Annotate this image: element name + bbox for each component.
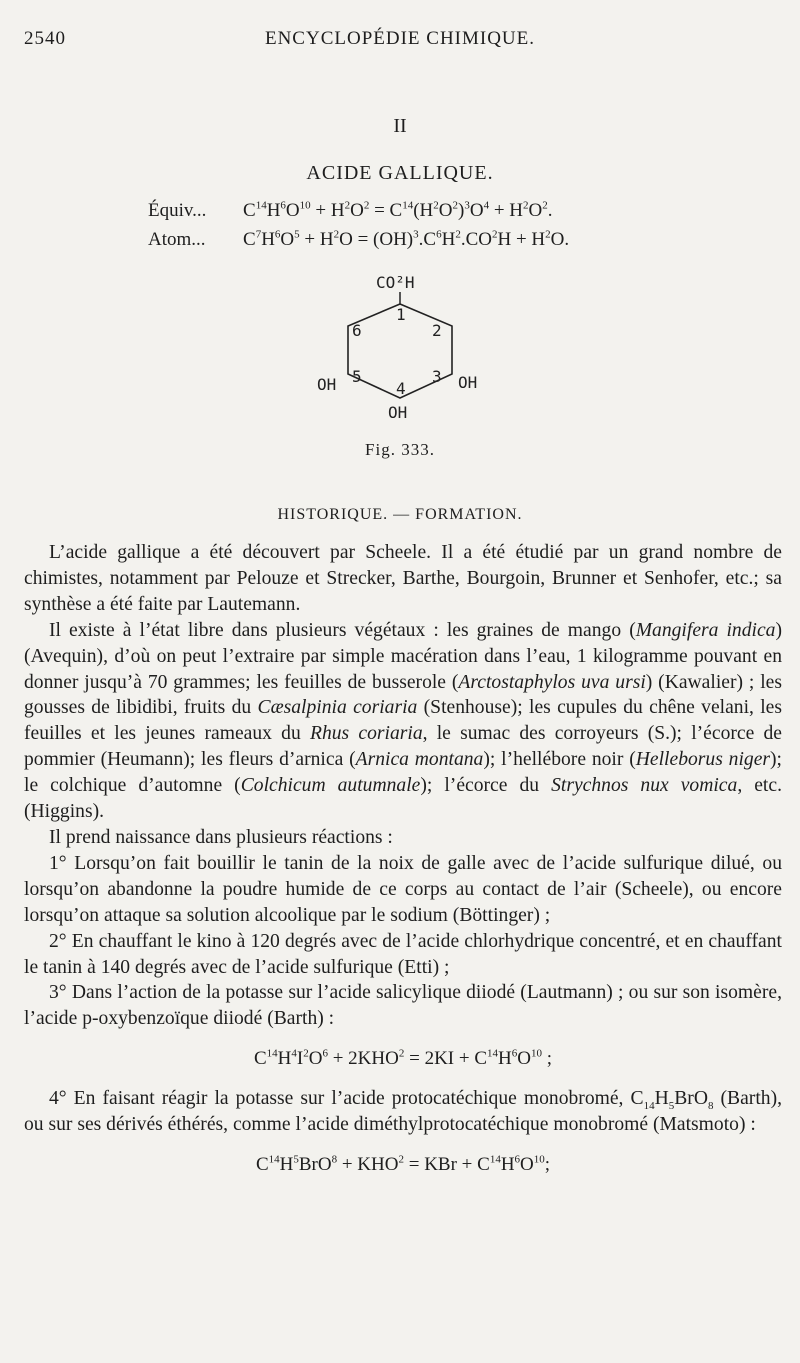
position-6: 6 [352, 321, 362, 340]
bottom-group-label: OH [388, 403, 408, 422]
position-3: 3 [432, 367, 442, 386]
compound-title: ACIDE GALLIQUE. [306, 162, 494, 184]
species-name: Arctostaphylos uva ursi [458, 671, 646, 693]
equation-1: $C^{14}H^4I^2O^6 + 2KHO^2 = 2KI + C^{14}H^6O^{10}$ ; [253, 1047, 553, 1070]
equiv-label: Équiv... [148, 200, 207, 221]
species-name: Cæsalpinia coriaria [257, 697, 418, 719]
paragraph-reaction-1: 1° Lorsqu’on fait bouillir le tanin de la noix de galle avec de l’acide sulfurique dilué, ou lorsqu’on abandonne la poudre humide de ce corps au contact de l’air (Scheele), ou encore lorsqu’on attaque sa solution alcoolique par le sodium (Böttinger) ; [24, 852, 782, 926]
left-group-label: OH [317, 375, 337, 394]
species-name: Colchicum autumnale [240, 775, 421, 797]
top-group-label: CO²H [376, 273, 415, 292]
equation-2: $C^{14}H^5BrO^8 + KHO^2$ = KBr + $C^{14}H^6O^{10}$; [255, 1153, 551, 1175]
paragraph-reaction-3: 3° Dans l’action de la potasse sur l’acide salicylique diiodé (Lautmann) ; ou sur son isomère, l’acide p-oxybenzoïque diiodé (Barth) : [24, 982, 782, 1030]
gallic-acid-structure-diagram [300, 270, 500, 450]
atom-label: Atom... [148, 229, 206, 250]
running-title: ENCYCLOPÉDIE CHIMIQUE. [264, 28, 536, 49]
page-header [24, 28, 776, 56]
paragraph-reaction-4: 4° En faisant réagir la potasse sur l’acide protocatéchique monobromé, $C_{14}H_5BrO_8$ (Barth), ou sur ses dérivés éthérés, comme l’acide diméthylprotocatéchique monobromé (Matsmoto) : [24, 1088, 782, 1136]
section-heading: HISTORIQUE. — FORMATION. [277, 506, 523, 523]
position-4: 4 [396, 379, 406, 398]
section-number: II [393, 115, 407, 137]
atom-formula-line [148, 229, 569, 251]
position-5: 5 [352, 367, 362, 386]
species-name: Strychnos nux vomica [551, 775, 738, 797]
species-name: Mangifera indica [635, 619, 776, 641]
paragraph-reactions-intro: Il prend naissance dans plusieurs réactions : [49, 826, 393, 848]
right-group-label: OH [458, 373, 478, 392]
paragraph-occurrence: Il existe à l’état libre dans plusieurs végétaux : les graines de mango (Mangifera indica) (Avequin), d’où on peut l’extraire par simple macération dans l’eau, 1 kilogramme pouvant en donner jusqu’à 70 grammes; les feuilles de busserole (Arctostaphylos uva ursi) (Kawalier) ; les gousses de libidibi, fruits du Cæsalpinia coriaria (Stenhouse); les cupules du chêne velani, les feuilles et les jeunes rameaux du Rhus coriaria, le sumac des corroyeurs (S.); l’écorce de pommier (Heumann); les fleurs d’arnica (Arnica montana); l’hellébore noir (Helleborus niger); le colchique d’automne (Colchicum autumnale); l’écorce du Strychnos nux vomica, etc. (Higgins). [24, 619, 783, 823]
position-2: 2 [432, 321, 442, 340]
atom-formula: $C^7H^6O^5 + H^2O = (OH)^3.C^6H^2.CO^2H + H^2O$. [243, 228, 570, 250]
equiv-formula: $C^{14}H^6O^{10} + H^2O^2 = C^{14}(H^2O^2)^3O^4 + H^2O^2$. [243, 199, 553, 221]
species-name: Arnica montana [355, 749, 484, 771]
species-name: Helleborus niger [635, 749, 771, 771]
page-number: 2540 [24, 28, 66, 49]
species-name: Rhus coriaria [309, 723, 423, 745]
position-1: 1 [396, 305, 406, 324]
equiv-formula-line [148, 200, 553, 222]
paragraph-discovery: L’acide gallique a été découvert par Scheele. Il a été étudié par un grand nombre de chimistes, notamment par Pelouze et Strecker, Barthe, Bourgoin, Brunner et Senhofer, etc.; sa synthèse a été faite par Lautemann. [24, 542, 782, 615]
paragraph-reaction-2: 2° En chauffant le kino à 120 degrés avec de l’acide chlorhydrique concentré, et en chauffant le tanin à 140 degrés avec de l’acide sulfurique (Etti) ; [24, 930, 782, 978]
figure-caption: Fig. 333. [365, 440, 435, 459]
body-text [24, 540, 782, 1192]
